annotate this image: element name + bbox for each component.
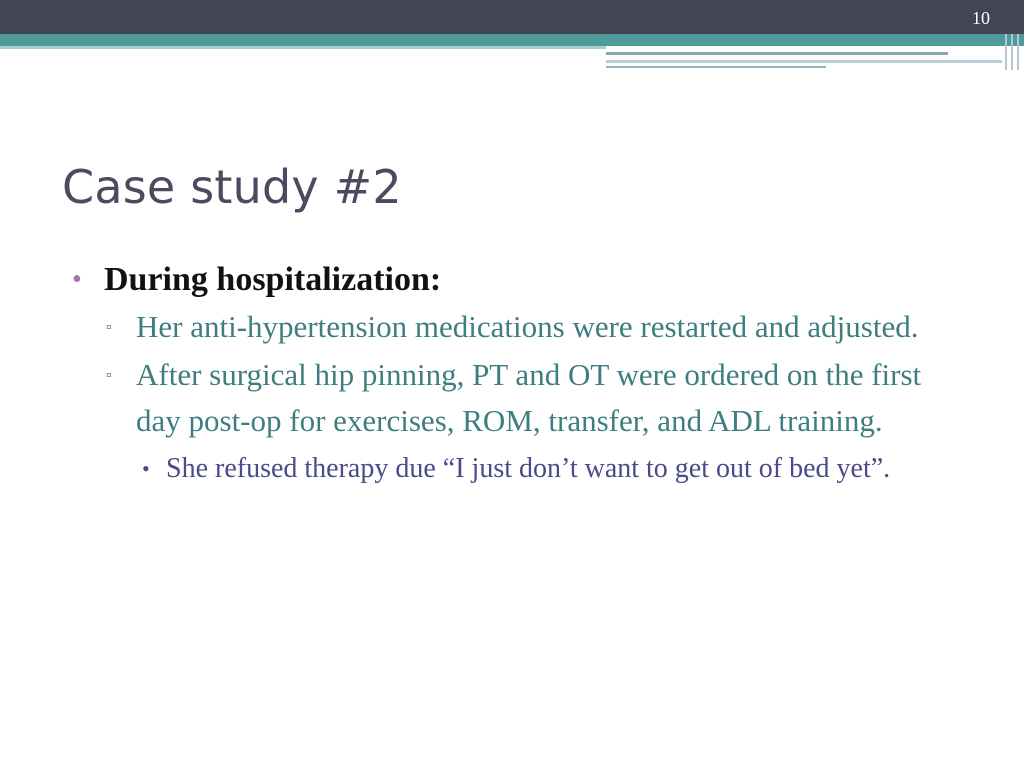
bullet-level2-text: Her anti-hypertension medications were restarted and adjusted.: [136, 309, 919, 344]
bullet-level3: [142, 448, 966, 490]
bullet-level1: [72, 258, 972, 302]
slide-body: [72, 258, 972, 490]
header-band-dark: [0, 0, 1024, 34]
header-accent-line: [606, 52, 948, 55]
header-band-teal: [0, 34, 1024, 46]
header-accent-line: [606, 66, 826, 68]
header-vertical-line: [1005, 34, 1007, 70]
slide-number: 10: [972, 8, 990, 28]
bullet-dot-small-icon: •: [142, 456, 150, 481]
header-vertical-line: [1017, 34, 1019, 70]
bullet-level1-text: During hospitalization:: [104, 261, 442, 298]
slide-title: Case study #2: [62, 160, 402, 214]
bullet-level3-text: She refused therapy due “I just don’t want to get out of bed yet”.: [166, 453, 891, 484]
header-right-block: [606, 46, 1002, 68]
bullet-level2: [106, 304, 966, 350]
bullet-level2: [106, 352, 966, 444]
header-band-teal-light: [0, 46, 606, 49]
bullet-square-icon: ▫: [106, 319, 112, 336]
header-vertical-line: [1011, 34, 1013, 70]
bullet-level2-text: After surgical hip pinning, PT and OT were ordered on the first day post-op for exercises, ROM, transfer, and ADL training.: [136, 357, 922, 438]
bullet-dot-icon: •: [72, 264, 82, 295]
bullet-square-icon: ▫: [106, 367, 112, 384]
header-accent-line: [606, 60, 1002, 63]
